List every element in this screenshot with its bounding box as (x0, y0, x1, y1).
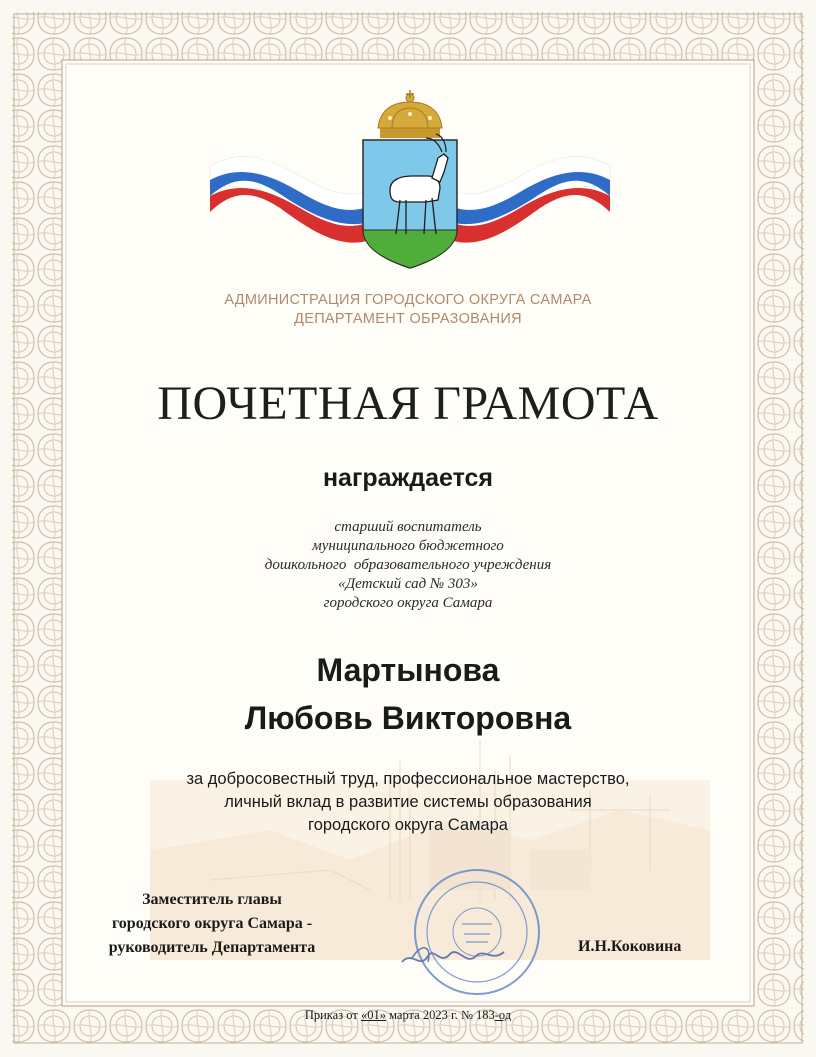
admin-title: АДМИНИСТРАЦИЯ ГОРОДСКОГО ОКРУГА САМАРА (224, 292, 592, 308)
signer-name: И.Н.Коковина (578, 938, 682, 955)
reason-line: личный вклад в развитие системы образования (224, 793, 592, 811)
position-line: муниципального бюджетного (312, 538, 504, 554)
department-title: ДЕПАРТАМЕНТ ОБРАЗОВАНИЯ (294, 311, 522, 327)
order-day: «01» (360, 1008, 386, 1022)
signatory-title-line: руководитель Департамента (108, 939, 316, 956)
signatory-title (62, 888, 362, 960)
position-line: городского округа Самара (323, 595, 493, 611)
order-number-suffix: -од (494, 1008, 512, 1022)
award-reason (0, 768, 816, 837)
position-line: «Детский сад № 303» (338, 576, 478, 592)
order-number-prefix: № 183 (460, 1008, 495, 1022)
certificate-title: ПОЧЕТНАЯ ГРАМОТА (157, 377, 659, 430)
recipient-position (0, 518, 816, 613)
signatory-title-line: городского округа Самара - (111, 915, 313, 932)
recipient-surname: Мартынова (316, 652, 500, 688)
reason-line: городского округа Самара (308, 816, 508, 834)
official-stamp-icon (392, 862, 562, 1002)
reason-line: за добросовестный труд, профессиональное мастерство, (186, 770, 630, 788)
order-reference (0, 1008, 816, 1023)
position-line: дошкольного образовательного учреждения (264, 557, 552, 573)
order-month-year: марта 2023 г. (389, 1008, 458, 1022)
recipient-given-names: Любовь Викторовна (244, 700, 572, 736)
position-line: старший воспитатель (334, 519, 482, 535)
awarded-label: награждается (322, 464, 494, 492)
signatory-title-line: Заместитель главы (142, 891, 282, 908)
order-prefix: Приказ от (304, 1008, 358, 1022)
samara-coat-of-arms-icon (200, 88, 620, 278)
